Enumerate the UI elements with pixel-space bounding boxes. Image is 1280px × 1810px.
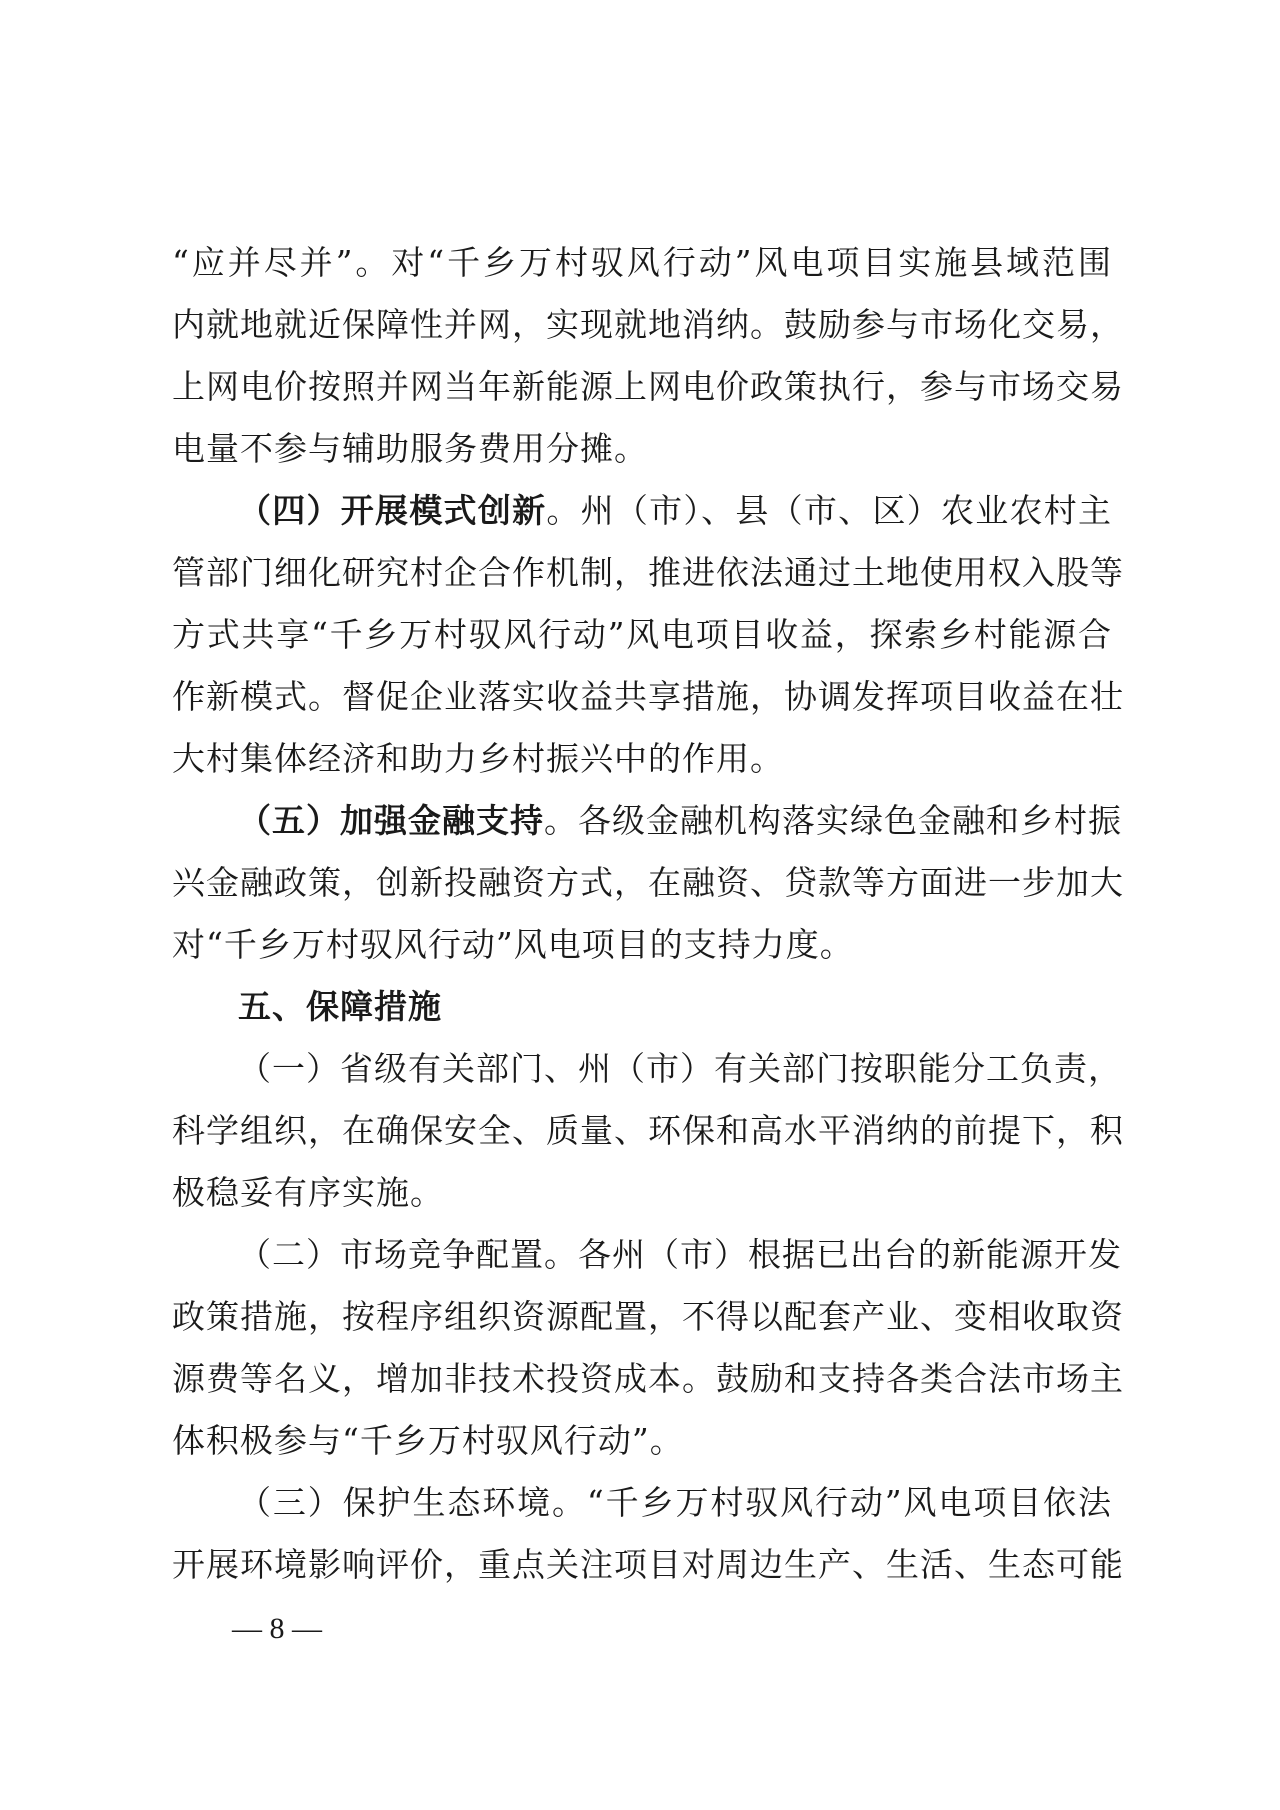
text-line: 科学组织，在确保安全、质量、环保和高水平消纳的前提下，积 [172, 1111, 1124, 1150]
page-number: — 8 — [232, 1612, 322, 1645]
text-line: （二）市场竞争配置。各州（市）根据已出台的新能源开发 [238, 1235, 1122, 1274]
text-line: 方式共享“千乡万村驭风行动”风电项目收益，探索乡村能源合 [172, 615, 1112, 654]
text-line: 大村集体经济和助力乡村振兴中的作用。 [172, 739, 784, 778]
text-line: （一）省级有关部门、州（市）有关部门按职能分工负责， [238, 1049, 1122, 1088]
text-line: “应并尽并”。对“千乡万村驭风行动”风电项目实施县域范围 [172, 243, 1112, 282]
text-line [172, 480, 1112, 542]
section-heading: 五、保障措施 [238, 987, 442, 1026]
text-line: 源费等名义，增加非技术投资成本。鼓励和支持各类合法市场主 [172, 1359, 1124, 1398]
text-line: 内就地就近保障性并网，实现就地消纳。鼓励参与市场化交易， [172, 305, 1124, 344]
paragraph-market-allocation [172, 1224, 1124, 1472]
text-line: 管部门细化研究村企合作机制，推进依法通过土地使用权入股等 [172, 553, 1124, 592]
text-span: 。各级金融机构落实绿色金融和乡村振 [544, 801, 1122, 840]
paragraph-grid-connection [172, 232, 1124, 480]
text-line: 体积极参与“千乡万村驭风行动”。 [172, 1421, 684, 1460]
text-line: （三）保护生态环境。“千乡万村驭风行动”风电项目依法 [238, 1483, 1112, 1522]
text-line: 上网电价按照并网当年新能源上网电价政策执行，参与市场交易 [172, 367, 1124, 406]
paragraph-lead: （五）加强金融支持 [238, 801, 544, 840]
paragraph-responsibility [172, 1038, 1124, 1224]
text-line: 极稳妥有序实施。 [172, 1173, 444, 1212]
paragraph-model-innovation [172, 480, 1124, 790]
paragraph-ecology-protection [172, 1472, 1124, 1596]
paragraph-financial-support [172, 790, 1124, 976]
text-line: 对“千乡万村驭风行动”风电项目的支持力度。 [172, 925, 854, 964]
document-page [172, 232, 1124, 1596]
paragraph-lead: （四）开展模式创新 [238, 491, 547, 530]
text-line: 开展环境影响评价，重点关注项目对周边生产、生活、生态可能 [172, 1545, 1124, 1584]
text-line: 电量不参与辅助服务费用分摊。 [172, 429, 648, 468]
text-line: 兴金融政策，创新投融资方式，在融资、贷款等方面进一步加大 [172, 863, 1124, 902]
text-line [172, 790, 1122, 852]
text-line: 作新模式。督促企业落实收益共享措施，协调发挥项目收益在壮 [172, 677, 1124, 716]
text-line: 政策措施，按程序组织资源配置，不得以配套产业、变相收取资 [172, 1297, 1124, 1336]
text-span: 。州（市）、县（市、区）农业农村主 [546, 491, 1113, 530]
